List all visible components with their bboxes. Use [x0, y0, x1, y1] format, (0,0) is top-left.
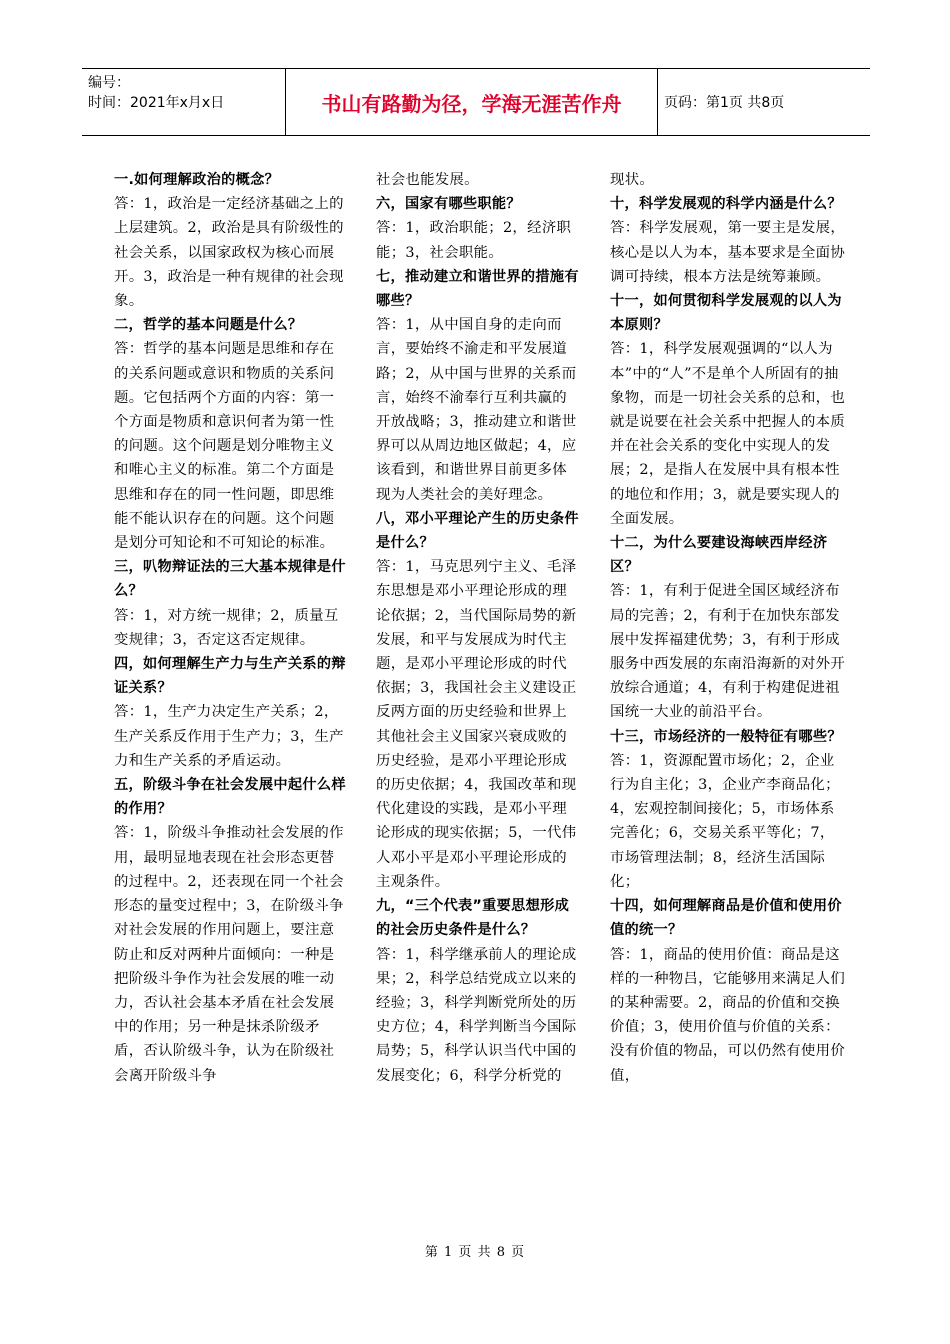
text-column-3 [610, 168, 846, 1088]
answer-text: 答：1，政治职能；2，经济职能；3，社会职能。 [376, 220, 572, 261]
header-meta [82, 69, 286, 135]
answer-text: 答：1，从中国自身的走向而言，要始终不渝走和平发展道路；2，从中国与世界的关系而言，始终不渝奉行互利共赢的开放战略；3，推动建立和谐世界可以从周边地区做起；4，应该看到，和谐世界目前更多体现为人类社会的美好理念。 [376, 317, 577, 503]
question-heading: 九，“三个代表”重要思想形成的社会历史条件是什么？ [376, 898, 570, 939]
page-footer: 第 1 页 共 8 页 [424, 1245, 526, 1260]
answer-text: 答：1，马克思列宁主义、毛泽东思想是邓小平理论形成的理论依据；2，当代国际局势的新发展，和平与发展成为时代主题，是邓小平理论形成的时代依据；3，我国社会主义建设正反两方面的历史经验和世界上其他社会主义国家兴衰成败的历史经验，是邓小平理论形成的历史依据；4，我国改革和现代化建设的实践，是邓小平理论形成的现实依据；5，一代伟人邓小平是邓小平理论形成的主观条件。 [376, 559, 577, 890]
question-heading: 五，阶级斗争在社会发展中起什么样的作用？ [114, 777, 346, 818]
answer-text: 答：1，阶级斗争推动社会发展的作用，最明显地表现在社会形态更替的过程中。2，还表现在同一个社会形态的量变过程中；3，在阶级斗争对社会发展的作用问题上，要注意防止和反对两种片面倾向：一种是把阶级斗争作为社会发展的唯一动力，否认社会基本矛盾在社会发展中的作用；另一种是抹杀阶级矛盾，否认阶级斗争，认为在阶级社会离开阶级斗争 [114, 825, 344, 1084]
question-heading: 三，叭物辩证法的三大基本规律是什么？ [114, 559, 346, 600]
answer-text: 答：1，对方统一规律；2，质量互变规律；3，否定这否定规律。 [114, 607, 339, 648]
text-column-2 [376, 168, 580, 1088]
question-heading: 十，科学发展观的科学内涵是什么？ [610, 196, 842, 213]
question-heading: 十二，为什么要建设海峡西岸经济区？ [610, 535, 828, 576]
answer-text: 答：1，政治是一定经济基础之上的上层建筑。2，政治是具有阶级性的社会关系，以国家政权为核心而展开。3，政治是一种有规律的社会现象。 [114, 196, 344, 310]
answer-text: 答：科学发展观，第一要主是发展，核心是以人为本，基本要求是全面协调可持续，根本方法是统筹兼顾。 [610, 220, 846, 285]
answer-text: 答：1，有利于促进全国区域经济布局的完善；2，有利于在加快东部发展中发挥福建优势；3，有利于形成服务中西发展的东南沿海新的对外开放综合通道；4，有利于构建促进祖国统一大业的前沿平台。 [610, 583, 846, 721]
text-column-1 [114, 168, 346, 1088]
answer-text: 现状。 [610, 172, 655, 188]
answer-text: 答：1，商品的使用价值：商品是这样的一种物吕，它能够用来满足人们的某种需要。2，商品的价值和交换价值；3，使用价值与价值的关系：没有价值的物品，可以仍然有使用价值， [610, 946, 846, 1084]
question-heading: 十四，如何理解商品是价值和使用价值的统一？ [610, 898, 842, 939]
page-header [82, 68, 870, 136]
document-date: 时间：2021年x月x日 [88, 95, 225, 111]
answer-text: 答：1，科学继承前人的理论成果；2，科学总结党成立以来的经验；3，科学判断党所处的历史方位；4，科学判断当今国际局势；5，科学认识当代中国的发展变化；6，科学分析党的 [376, 946, 577, 1084]
question-heading: 十三，市场经济的一般特征有哪些？ [610, 728, 842, 745]
header-motto: 书山有路勤为径，学海无涯苦作舟 [286, 69, 658, 135]
question-heading: 六，国家有哪些职能？ [376, 196, 521, 213]
answer-text: 答：1，生产力决定生产关系；2，生产关系反作用于生产力；3，生产力和生产关系的矛盾运动。 [114, 704, 344, 769]
question-heading: 二，哲学的基本问题是什么？ [114, 317, 303, 334]
question-heading: 四，如何理解生产力与生产关系的辩证关系？ [114, 656, 346, 697]
answer-text: 答：1，资源配置市场化；2，企业行为自主化；3，企业产李商品化；4，宏观控制间接化；5，市场体系完善化；6，交易关系平等化；7，市场管理法制；8，经济生活国际化； [610, 752, 840, 890]
answer-text: 答：1，科学发展观强调的“以人为本”中的“人”不是单个人所固有的抽象物，而是一切社会关系的总和，也就是说要在社会关系中把握人的本质并在社会关系的变化中实现人的发展；2，是指人在发展中具有根本性的地位和作用；3，就是要实现人的全面发展。 [610, 341, 846, 527]
question-heading: 十一，如何贯彻科学发展观的以人为本原则？ [610, 293, 842, 334]
question-heading: 八，邓小平理论产生的历史条件是什么？ [376, 510, 579, 552]
document-number-label: 编号： [88, 75, 130, 91]
question-heading: 一.如何理解政治的概念？ [114, 172, 280, 188]
header-page-info: 页码：第1页 共8页 [664, 95, 785, 111]
answer-text: 答：哲学的基本问题是思维和存在的关系问题或意识和物质的关系问题。它包括两个方面的内容：第一个方面是物质和意识何者为第一性的问题。这个问题是划分唯物主义和唯心主义的标准。第二个方面是思维和存在的同一性问题，即思维能不能认识存在的问题。这个问题是划分可知论和不可知论的标准。 [114, 341, 335, 552]
answer-text: 社会也能发展。 [376, 172, 479, 188]
question-heading: 七，推动建立和谐世界的措施有哪些？ [376, 268, 579, 310]
